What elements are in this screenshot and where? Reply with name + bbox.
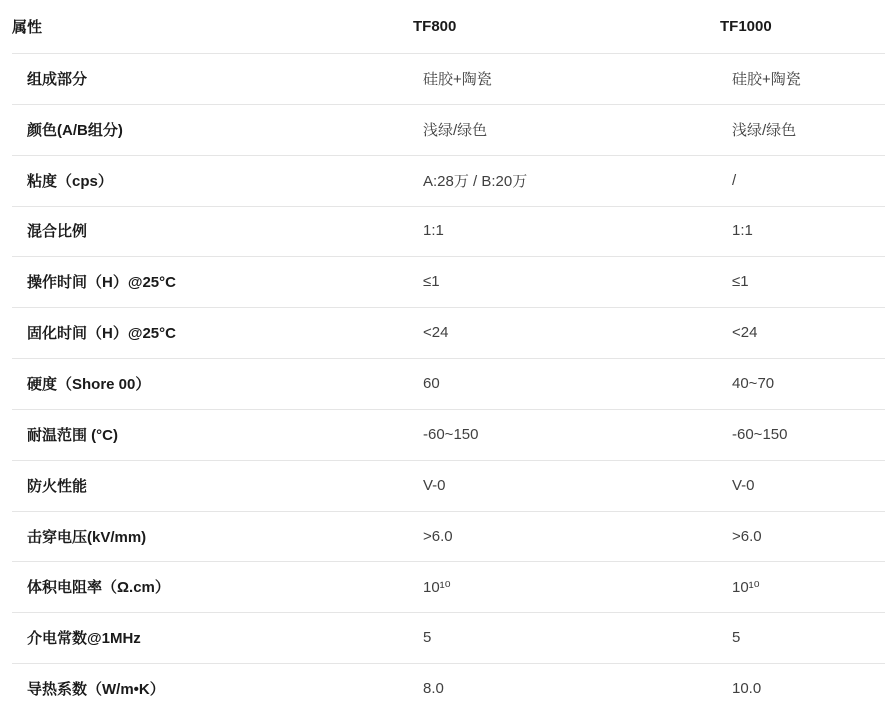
property-cell: 粘度（cps） [27,172,113,190]
tf800-value-cell: 8.0 [423,680,444,698]
column-header-tf800: TF800 [413,18,457,35]
table-row [0,104,885,155]
tf1000-value-cell: 浅绿/绿色 [732,121,797,139]
tf1000-value-cell: 10¹⁰ [732,578,760,596]
table-row [0,53,885,104]
tf1000-value-cell: 硅胶+陶瓷 [732,70,801,88]
tf800-value-cell: 60 [423,374,440,392]
property-cell: 组成部分 [27,70,88,88]
tf1000-value-cell: 10.0 [732,680,762,698]
property-cell: 击穿电压(kV/mm) [27,528,147,546]
property-cell: 防火性能 [27,477,88,495]
tf800-value-cell: 1:1 [423,222,444,240]
property-cell: 固化时间（H）@25°C [27,325,176,343]
property-cell: 体积电阻率（Ω.cm） [27,579,170,597]
tf800-value-cell: 10¹⁰ [423,578,451,596]
table-row [0,663,885,714]
tf1000-value-cell: -60~150 [732,425,788,443]
tf800-value-cell: 硅胶+陶瓷 [423,70,492,88]
tf800-value-cell: 5 [423,629,432,647]
tf800-value-cell: >6.0 [423,527,453,545]
table-row [0,460,885,511]
table-row [0,206,885,257]
tf1000-value-cell: / [732,171,737,189]
table-row [0,256,885,307]
column-header-tf1000: TF1000 [720,18,772,35]
tf800-value-cell: -60~150 [423,425,479,443]
property-cell: 耐温范围 (°C) [27,426,118,444]
table-header-row [0,0,885,53]
table-row [0,409,885,460]
property-cell: 颜色(A/B组分) [27,121,123,139]
property-cell: 混合比例 [27,223,88,241]
tf1000-value-cell: 5 [732,629,741,647]
property-cell: 操作时间（H）@25°C [27,274,176,292]
tf800-value-cell: <24 [423,324,449,342]
tf1000-value-cell: V-0 [732,476,755,494]
table-row [0,612,885,663]
property-cell: 介电常数@1MHz [27,630,141,648]
table-row [0,561,885,612]
property-cell: 硬度（Shore 00） [27,375,151,393]
table-row [0,307,885,358]
property-cell: 导热系数（W/m•K） [27,681,165,699]
tf1000-value-cell: <24 [732,324,758,342]
tf800-value-cell: ≤1 [423,273,440,291]
tf800-value-cell: V-0 [423,476,446,494]
tf1000-value-cell: ≤1 [732,273,749,291]
tf1000-value-cell: >6.0 [732,527,762,545]
tf800-value-cell: 浅绿/绿色 [423,121,488,139]
table-row [0,511,885,562]
tf800-value-cell: A:28万 / B:20万 [423,172,528,190]
table-row [0,155,885,206]
column-header-property: 属性 [12,19,43,36]
tf1000-value-cell: 40~70 [732,374,775,392]
tf1000-value-cell: 1:1 [732,222,753,240]
table-row [0,358,885,409]
